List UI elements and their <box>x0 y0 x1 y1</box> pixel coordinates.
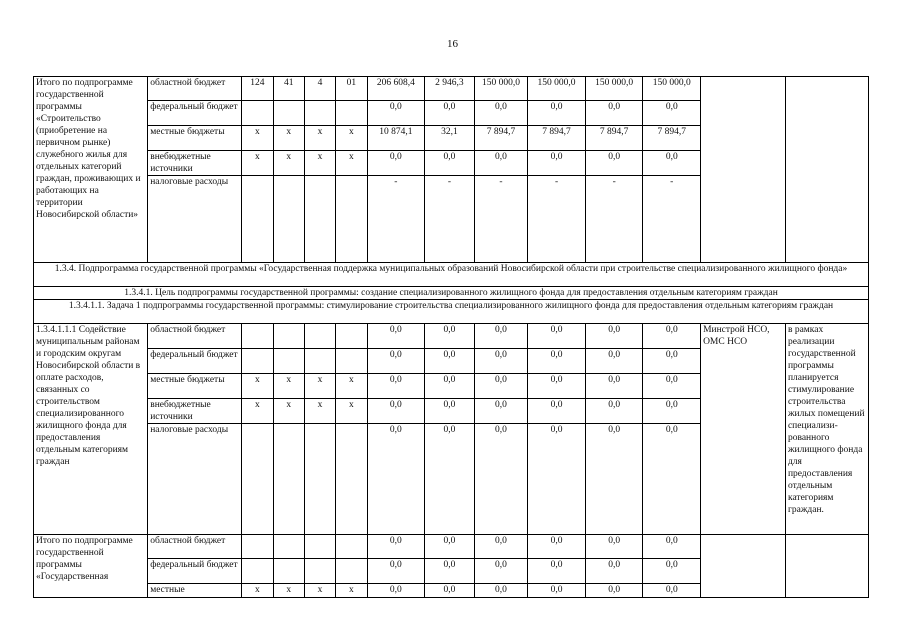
code-cell <box>242 559 273 584</box>
funding-source: федеральный бюджет <box>148 349 242 374</box>
value-cell: 0,0 <box>528 535 586 559</box>
value-cell: 0,0 <box>585 374 643 399</box>
value-cell: 206 608,4 <box>367 77 425 101</box>
code-cell: x <box>304 584 335 598</box>
value-cell: 0,0 <box>585 535 643 559</box>
value-cell: 0,0 <box>425 584 475 598</box>
funding-source: федеральный бюджет <box>148 559 242 584</box>
value-cell: - <box>474 176 528 263</box>
value-cell: 10 874,1 <box>367 126 425 151</box>
code-cell <box>304 349 335 374</box>
value-cell: 0,0 <box>528 559 586 584</box>
code-cell <box>273 101 304 126</box>
value-cell: 0,0 <box>367 535 425 559</box>
value-cell: 0,0 <box>643 374 701 399</box>
value-cell: 0,0 <box>585 151 643 176</box>
code-cell <box>304 324 335 349</box>
value-cell: 0,0 <box>528 101 586 126</box>
value-cell: 0,0 <box>474 324 528 349</box>
value-cell: 150 000,0 <box>585 77 643 101</box>
value-cell: 0,0 <box>367 349 425 374</box>
code-cell: x <box>304 399 335 424</box>
code-cell <box>242 176 273 263</box>
value-cell: 0,0 <box>425 559 475 584</box>
value-cell: 0,0 <box>528 349 586 374</box>
value-cell: 0,0 <box>643 584 701 598</box>
budget-table <box>33 76 869 598</box>
code-cell <box>273 349 304 374</box>
code-cell: x <box>273 126 304 151</box>
row-label: 1.3.4.1.1.1 Содействие муниципальным районам и городским округам Новосибирской области в оплате расходов, связанных со строительством специализированного жилищного фонда для предоставления отдельным категориям граждан <box>34 324 148 535</box>
code-cell: x <box>242 374 273 399</box>
value-cell: 0,0 <box>367 584 425 598</box>
value-cell: 0,0 <box>367 559 425 584</box>
value-cell: 0,0 <box>585 424 643 535</box>
code-cell: x <box>336 151 367 176</box>
value-cell: 0,0 <box>425 101 475 126</box>
value-cell: 7 894,7 <box>528 126 586 151</box>
value-cell: 0,0 <box>367 101 425 126</box>
value-cell: 0,0 <box>425 374 475 399</box>
code-cell <box>304 424 335 535</box>
value-cell: - <box>643 176 701 263</box>
code-cell: x <box>304 151 335 176</box>
funding-source: внебюджетные источники <box>148 151 242 176</box>
funding-source: федеральный бюджет <box>148 101 242 126</box>
code-cell <box>242 535 273 559</box>
value-cell: 0,0 <box>528 399 586 424</box>
code-cell: x <box>273 584 304 598</box>
value-cell: 0,0 <box>474 559 528 584</box>
value-cell: 0,0 <box>585 584 643 598</box>
table-row <box>34 324 869 349</box>
value-cell: 0,0 <box>474 584 528 598</box>
code-cell: 41 <box>273 77 304 101</box>
executor-cell <box>701 535 786 598</box>
value-cell: 0,0 <box>528 324 586 349</box>
code-cell: x <box>273 374 304 399</box>
code-cell <box>336 176 367 263</box>
code-cell: x <box>242 399 273 424</box>
value-cell: 0,0 <box>474 424 528 535</box>
value-cell: 2 946,3 <box>425 77 475 101</box>
code-cell <box>336 349 367 374</box>
value-cell: 0,0 <box>643 399 701 424</box>
value-cell: 0,0 <box>474 535 528 559</box>
value-cell: 0,0 <box>474 349 528 374</box>
value-cell: 0,0 <box>367 424 425 535</box>
value-cell: 0,0 <box>643 559 701 584</box>
code-cell: 01 <box>336 77 367 101</box>
funding-source: налоговые расходы <box>148 176 242 263</box>
code-cell: 124 <box>242 77 273 101</box>
value-cell: 0,0 <box>367 151 425 176</box>
value-cell: 150 000,0 <box>528 77 586 101</box>
code-cell <box>273 559 304 584</box>
code-cell: x <box>242 126 273 151</box>
row-label: Итого по подпрограмме государственной программы «Строительство (приобретение на первичном рынке) служебного жилья для отдельных категорий граждан, проживающих и работающих на территории Новосибирской области» <box>34 77 148 263</box>
code-cell <box>273 424 304 535</box>
value-cell: 0,0 <box>643 151 701 176</box>
section-header: 1.3.4.1.1. Задача 1 подпрограммы государственной программы: стимулирование строительства специализированного жилищного фонда для предоставления отдельным категориям граждан <box>34 300 869 324</box>
code-cell <box>304 535 335 559</box>
code-cell: x <box>336 399 367 424</box>
code-cell <box>336 424 367 535</box>
code-cell <box>304 101 335 126</box>
value-cell: 150 000,0 <box>643 77 701 101</box>
executor-cell <box>701 77 786 263</box>
row-label: Итого по подпрограмме государственной программы «Государственная <box>34 535 148 598</box>
value-cell: 0,0 <box>425 151 475 176</box>
value-cell: 7 894,7 <box>643 126 701 151</box>
code-cell <box>336 101 367 126</box>
value-cell: 0,0 <box>474 374 528 399</box>
code-cell: x <box>242 584 273 598</box>
code-cell: x <box>336 374 367 399</box>
code-cell <box>242 101 273 126</box>
value-cell: 0,0 <box>425 399 475 424</box>
code-cell: 4 <box>304 77 335 101</box>
funding-source: местные бюджеты <box>148 374 242 399</box>
value-cell: - <box>528 176 586 263</box>
value-cell: 0,0 <box>585 559 643 584</box>
value-cell: 32,1 <box>425 126 475 151</box>
value-cell: 7 894,7 <box>474 126 528 151</box>
code-cell: x <box>273 399 304 424</box>
value-cell: 0,0 <box>425 324 475 349</box>
table-row <box>34 77 869 101</box>
code-cell <box>336 535 367 559</box>
value-cell: - <box>585 176 643 263</box>
value-cell: 0,0 <box>528 424 586 535</box>
code-cell: x <box>304 126 335 151</box>
value-cell: 0,0 <box>585 101 643 126</box>
value-cell: 0,0 <box>585 324 643 349</box>
funding-source: областной бюджет <box>148 324 242 349</box>
code-cell <box>336 324 367 349</box>
value-cell: 0,0 <box>585 349 643 374</box>
code-cell: x <box>336 126 367 151</box>
code-cell <box>336 559 367 584</box>
code-cell <box>242 349 273 374</box>
result-cell: в рамках реализации государственной программы планируется стимулирование строительства жилых помещений специализи-рованного жилищного фонда для предоставления отдельным категориям граждан. <box>785 324 868 535</box>
value-cell: 0,0 <box>528 151 586 176</box>
value-cell: 0,0 <box>367 324 425 349</box>
code-cell: x <box>304 374 335 399</box>
code-cell <box>242 324 273 349</box>
section-header: 1.3.4. Подпрограмма государственной программы «Государственная поддержка муниципальных образований Новосибирской области при строительстве специализированного жилищного фонда» <box>34 263 869 287</box>
funding-source: налоговые расходы <box>148 424 242 535</box>
value-cell: 0,0 <box>425 535 475 559</box>
code-cell <box>242 424 273 535</box>
section-header-row <box>34 263 869 287</box>
code-cell: x <box>336 584 367 598</box>
value-cell: 0,0 <box>474 399 528 424</box>
section-header-row <box>34 300 869 324</box>
funding-source: местные бюджеты <box>148 126 242 151</box>
value-cell: 0,0 <box>474 151 528 176</box>
value-cell: 0,0 <box>643 535 701 559</box>
code-cell: x <box>273 151 304 176</box>
code-cell <box>273 176 304 263</box>
value-cell: 0,0 <box>425 424 475 535</box>
funding-source: внебюджетные источники <box>148 399 242 424</box>
value-cell: 0,0 <box>425 349 475 374</box>
value-cell: - <box>367 176 425 263</box>
value-cell: 7 894,7 <box>585 126 643 151</box>
code-cell <box>304 176 335 263</box>
value-cell: 150 000,0 <box>474 77 528 101</box>
executor-cell: Минстрой НСО, ОМС НСО <box>701 324 786 535</box>
funding-source: местные <box>148 584 242 598</box>
section-header: 1.3.4.1. Цель подпрограммы государственной программы: создание специализированного жилищного фонда для предоставления отдельным категориям граждан <box>34 287 869 300</box>
value-cell: 0,0 <box>367 399 425 424</box>
value-cell: - <box>425 176 475 263</box>
value-cell: 0,0 <box>528 584 586 598</box>
table-row <box>34 535 869 559</box>
section-header-row <box>34 287 869 300</box>
page-number: 16 <box>447 38 458 50</box>
value-cell: 0,0 <box>643 324 701 349</box>
value-cell: 0,0 <box>643 349 701 374</box>
code-cell <box>304 559 335 584</box>
value-cell: 0,0 <box>474 101 528 126</box>
result-cell <box>785 535 868 598</box>
value-cell: 0,0 <box>528 374 586 399</box>
code-cell <box>273 535 304 559</box>
code-cell <box>273 324 304 349</box>
value-cell: 0,0 <box>643 424 701 535</box>
funding-source: областной бюджет <box>148 535 242 559</box>
value-cell: 0,0 <box>585 399 643 424</box>
value-cell: 0,0 <box>367 374 425 399</box>
result-cell <box>785 77 868 263</box>
code-cell: x <box>242 151 273 176</box>
funding-source: областной бюджет <box>148 77 242 101</box>
value-cell: 0,0 <box>643 101 701 126</box>
